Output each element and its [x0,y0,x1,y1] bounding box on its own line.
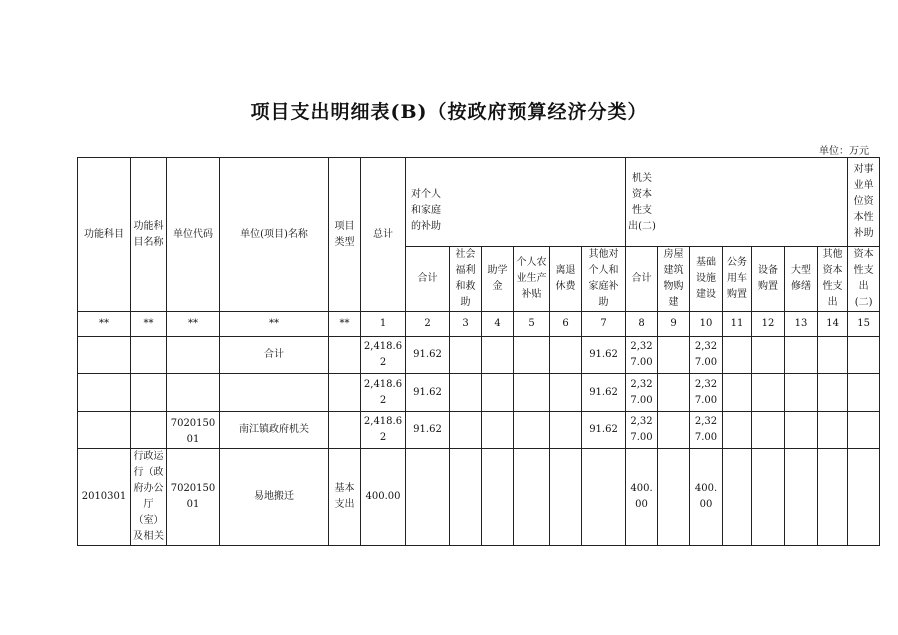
cell-unit-name: 易地搬迁 [220,449,329,546]
th-infra: 基础设施建设 [690,247,723,312]
cell-student [482,449,514,546]
cell-org-sum: 400.00 [626,449,658,546]
table-row [78,412,880,449]
cell-retire [550,412,582,449]
th-retire: 离退休费 [550,247,582,312]
idx-cell: 1 [361,312,406,337]
idx-cell: 13 [785,312,818,337]
idx-cell: ** [167,312,220,337]
cell-building [658,337,690,374]
budget-table [77,157,880,546]
cell-building [658,374,690,412]
cell-org-sum: 2,327.00 [626,374,658,412]
cell-agri [514,412,550,449]
cell-building [658,449,690,546]
cell-total: 2,418.62 [361,337,406,374]
cell-agri [514,374,550,412]
cell-equipment [752,412,785,449]
th-family-sum: 合计 [406,247,450,312]
cell-vehicle [723,449,752,546]
cell-proj-type [329,412,361,449]
cell-unit-code: 702015001 [167,449,220,546]
th-student: 助学金 [482,247,514,312]
cell-vehicle [723,337,752,374]
header-row-1 [78,158,880,247]
cell-agri [514,337,550,374]
cell-infra: 2,327.00 [690,337,723,374]
th-family-group [406,158,626,247]
idx-cell: 5 [514,312,550,337]
th-family-group-text: 对个人和家庭的补助 [411,189,441,232]
cell-other-capital [818,337,848,374]
th-unit-name: 单位(项目)名称 [220,158,329,312]
index-row [78,312,880,337]
cell-infra: 2,327.00 [690,412,723,449]
cell-social [450,449,482,546]
cell-func-code [78,337,131,374]
cell-other-capital [818,449,848,546]
th-total: 总计 [361,158,406,312]
cell-retire [550,449,582,546]
cell-retire [550,337,582,374]
idx-cell: 7 [582,312,626,337]
cell-unit-name: 合计 [220,337,329,374]
th-agri: 个人农业生产补贴 [514,247,550,312]
cell-unit-code [167,337,220,374]
cell-func-code [78,374,131,412]
idx-cell: 2 [406,312,450,337]
th-unit-code: 单位代码 [167,158,220,312]
cell-other-capital [818,374,848,412]
cell-building [658,412,690,449]
cell-other-family: 91.62 [582,374,626,412]
cell-family-sum: 91.62 [406,337,450,374]
cell-capital-sub [848,337,880,374]
th-org-sum: 合计 [626,247,658,312]
idx-cell: 8 [626,312,658,337]
cell-student [482,412,514,449]
idx-cell: ** [131,312,167,337]
cell-vehicle [723,374,752,412]
cell-family-sum: 91.62 [406,374,450,412]
cell-equipment [752,449,785,546]
cell-repair [785,412,818,449]
idx-cell: 11 [723,312,752,337]
cell-social [450,337,482,374]
cell-repair [785,374,818,412]
th-org-group-text: 机关资本性支出(二) [628,172,656,232]
cell-func-name [131,412,167,449]
cell-func-name: 行政运行（政府办公厅（室）及相关 [131,449,167,546]
cell-social [450,374,482,412]
cell-org-sum: 2,327.00 [626,412,658,449]
cell-social [450,412,482,449]
cell-other-family: 91.62 [582,337,626,374]
th-capital-sub: 资本性支出(二) [848,247,880,312]
cell-func-code [78,412,131,449]
cell-equipment [752,374,785,412]
cell-infra: 400.00 [690,449,723,546]
unit-label: 单位：万元 [819,146,869,157]
cell-agri [514,449,550,546]
th-equipment: 设备购置 [752,247,785,312]
cell-capital-sub [848,374,880,412]
th-repair: 大型修缮 [785,247,818,312]
cell-proj-type [329,337,361,374]
th-vehicle: 公务用车购置 [723,247,752,312]
idx-cell: 10 [690,312,723,337]
cell-func-code: 2010301 [78,449,131,546]
th-func-name: 功能科目名称 [131,158,167,312]
idx-cell: 15 [848,312,880,337]
th-social: 社会福利和救助 [450,247,482,312]
th-org-group [626,158,848,247]
page-title: 项目支出明细表(B)（按政府预算经济分类） [250,101,648,123]
th-other-family: 其他对个人和家庭补助 [582,247,626,312]
cell-repair [785,449,818,546]
cell-other-capital [818,412,848,449]
cell-func-name [131,337,167,374]
th-func-code: 功能科目 [78,158,131,312]
th-building: 房屋建筑物购建 [658,247,690,312]
idx-cell: 6 [550,312,582,337]
th-other-capital: 其他资本性支出 [818,247,848,312]
cell-unit-code: 702015001 [167,412,220,449]
cell-other-family: 91.62 [582,412,626,449]
cell-equipment [752,337,785,374]
idx-cell: 9 [658,312,690,337]
cell-total: 2,418.62 [361,412,406,449]
th-subsidy-group: 对事业单位资本性补助 [848,158,880,247]
cell-total: 400.00 [361,449,406,546]
cell-family-sum: 91.62 [406,412,450,449]
cell-repair [785,337,818,374]
cell-unit-name: 南江镇政府机关 [220,412,329,449]
cell-func-name [131,374,167,412]
idx-cell: 12 [752,312,785,337]
table-row [78,337,880,374]
cell-proj-type: 基本支出 [329,449,361,546]
cell-capital-sub [848,412,880,449]
idx-cell: 4 [482,312,514,337]
cell-student [482,337,514,374]
cell-org-sum: 2,327.00 [626,337,658,374]
cell-proj-type [329,374,361,412]
cell-total: 2,418.62 [361,374,406,412]
cell-unit-name [220,374,329,412]
idx-cell: 14 [818,312,848,337]
cell-infra: 2,327.00 [690,374,723,412]
idx-cell: ** [220,312,329,337]
table-row [78,374,880,412]
cell-family-sum [406,449,450,546]
cell-other-family [582,449,626,546]
cell-retire [550,374,582,412]
idx-cell: ** [78,312,131,337]
cell-capital-sub [848,449,880,546]
idx-cell: 3 [450,312,482,337]
th-proj-type: 项目类型 [329,158,361,312]
idx-cell: ** [329,312,361,337]
cell-student [482,374,514,412]
table-row [78,449,880,546]
cell-vehicle [723,412,752,449]
cell-unit-code [167,374,220,412]
